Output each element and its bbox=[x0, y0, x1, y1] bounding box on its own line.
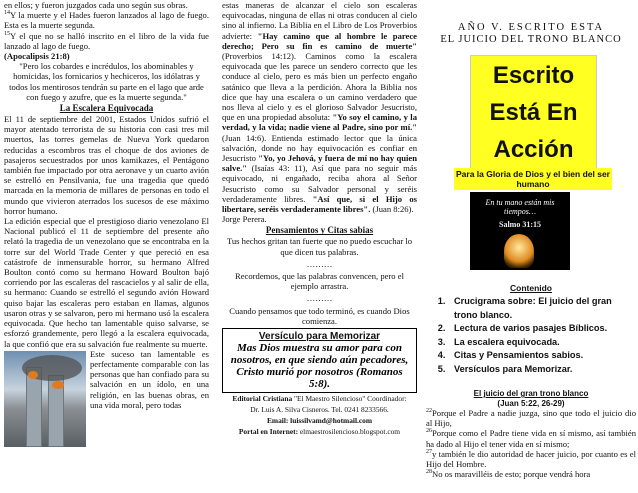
verse-22: $^{22}$Porque el Padre a nadie juzga, sino que todo el juicio dio al Hijo, bbox=[426, 408, 636, 429]
apoc-ref: (Apocalipsis 21:8) bbox=[4, 51, 70, 62]
memory-verse-title: Versículo para Memorizar bbox=[258, 331, 381, 343]
para-ellos: en ellos; y fueron juzgados cada uno según sus obras. bbox=[4, 0, 188, 10]
verse-27: $^{27}$y también le dio autoridad de hacer juicio, por cuanto es el Hijo del Hombre. bbox=[426, 448, 636, 470]
quote-3: Cuando pensamos que todo terminó, es cuando Dios comienza. bbox=[229, 305, 410, 326]
apoc-text: "Pero los cobardes e incrédulos, los abominables y homicidas, los fornicarios y hechiceros, los idólatras y todos los mentirosos tendrán su parte en el lago que arde con fuego y azufre, que es la muerte segunda." bbox=[9, 61, 204, 102]
editorial-info: Editorial Cristiana "El Maestro Silencioso" Coordinador: Dr. Luis A. Silva Cisneros. Tel. 0241 8233566. Email: luissilvamd@hotmail.com Portal en Internet: elmaestrosilencioso.blogspot.com bbox=[232, 394, 407, 437]
juicio-title: El juicio del gran trono blanco bbox=[473, 389, 589, 398]
contents bbox=[426, 283, 636, 376]
brand-line-1: AÑO V. ESCRITO ESTA bbox=[457, 22, 605, 33]
brand-line-2: EL JUICIO DEL TRONO BLANCO bbox=[440, 34, 622, 45]
contents-list bbox=[426, 295, 636, 376]
column-right bbox=[426, 0, 636, 493]
poem-title: Pensamientos y Citas sabias bbox=[265, 225, 374, 236]
quote-1: Tus hechos gritan tan fuerte que no puedo escuchar lo que dicen tus palabras. bbox=[226, 236, 413, 257]
contents-item: 5. Versículos para Memorizar. bbox=[448, 363, 636, 377]
article-body-2: La edición especial que el prestigioso diario venezolano El Nacional publicó el 11 de septiembre del presente año relató la tragedia de un venezolano que se encontraba en la torre sur del World Trade Center y que pereció en esa catástrofe de inmensurable horror, su hermano Alfred Boulton contó como su hermano Howard Boulton bajó corriendo por las escaleras del rascacielos y al salir de ella, su hermano: Cuando se estrelló el segundo avión Howard quiso bajar las escaleras pero estaban en llamas, algunos usaron otras y se salvaron, pero mi hermano usó la escalera equivocada. Que hecho tan lamentable quiso salvarse, se esforzó grandemente, pero llegó a la escalera equivocada, la que confió que era su salvación fue realmente su muerte. bbox=[4, 216, 209, 349]
quote-2: Recordemos, que las palabras convencen, pero el ejemplo arrastra. bbox=[235, 271, 404, 292]
separator-2: ……… bbox=[306, 293, 333, 304]
verse-15: $^{15}$Y el que no se halló inscrito en el libro de la vida fue lanzado al lago de fuego. bbox=[4, 30, 209, 51]
candle-icon bbox=[504, 234, 534, 268]
separator-1: ……… bbox=[306, 258, 333, 269]
twin-towers-photo bbox=[4, 351, 86, 447]
tagline: Para la Gloria de Dios y el bien del ser humano bbox=[455, 169, 610, 189]
memory-verse-text: Mas Dios muestra su amor para con nosotros, en que siendo aún pecadores, Cristo murió por nosotros (Romanos 5:8). bbox=[230, 342, 409, 391]
verse-14: $^{14}$Y la muerte y el Hades fueron lanzados al lago de fuego. Esta es la muerte segunda. bbox=[4, 10, 209, 31]
contents-item: 3. La escalera equivocada. bbox=[448, 336, 636, 350]
juicio-ref: (Juan 5:22, 26-29) bbox=[497, 398, 565, 408]
contents-item: 4. Citas y Pensamientos sabios. bbox=[448, 349, 636, 363]
column-left bbox=[4, 0, 209, 493]
juicio-section bbox=[426, 389, 636, 479]
memory-verse-box bbox=[222, 328, 417, 393]
para-escaleras: estas maneras de alcanzar el cielo son escaleras equivocadas, ninguna de ellas ni otras conducen al cielo sino al infierno. La Biblia en el Libro de Los Proverbios advierte: "Hay camino que al hombre le parece derecho; Pero su fin es camino de muerte" (Proverbios 14:12). Caminos como la escalera equivocada que les parece un sendero correcto que les conduce al cielo, pero es más bien un perfecto engaño satánico que lleva a la perdición. Ahora la Biblia nos dice que hay una escalera o un camino verdadero que nos lleva al cielo y es el glorioso Salvador Jesucristo, que en una propiedad absoluta: "Yo soy el camino, y la verdad, y la vida; nadie viene al Padre, sino por mí." (Juan 14:6). Entienda estimado lector que la única salvación, donde no hay equivocación es confiar en Jesucristo "Yo, yo Jehová, y fuera de mí no hay quien salve." (Isaías 43: 11), Así que para no seguir más equivocado, ni engañado, reciba ahora al Señor Jesucristo como su Salvador personal y seréis verdaderamente libres. "Así que, si el Hijo os libertare, seréis verdaderamente libres". (Juan 8:26). bbox=[222, 0, 417, 215]
article-body-3: Este suceso tan lamentable es perfectamente comparable con las personas que han confiado para su salvación en un ídolo, en una religión, en las buenas obras, en una vida moral, pero todas bbox=[4, 349, 209, 410]
contents-item: 1. Crucigrama sobre: El juicio del gran trono blanco. bbox=[448, 295, 636, 322]
verse-28: $^{28}$No os maravilléis de esto; porque vendrá hora bbox=[426, 469, 591, 480]
article-body: El 11 de septiembre del 2001, Estados Unidos sufrió el mayor atentado terrorista de su historia con casi tres mil muertos, las torres gemelas de Nueva York quedaron reducidas a escombros tras el choque de dos aviones de pasajeros secuestrados por unos kamikazes, el Pentágono también fue impactado por otra aeronave y un cuarto avión se estrelló en Pensilvania, fue una tragedia que quedó marcada en la memoria de millares de personas en todo el mundo que vivieron aterrados los sucesos de ese máximo horror humano. bbox=[4, 114, 209, 216]
column-middle bbox=[222, 0, 417, 493]
contents-item: 2. Lectura de varios pasajes Bíblicos. bbox=[448, 322, 636, 336]
cover-title: Escrito Está En Acción bbox=[470, 55, 597, 187]
section-heading: La Escalera Equivocada bbox=[59, 103, 154, 114]
psalm-image: En tu mano están mis tiempos… Salmo 31:15 bbox=[470, 192, 570, 270]
verse-26: $^{26}$Porque como el Padre tiene vida en sí mismo, así también ha dado al Hijo el tener vida en sí mismo; bbox=[426, 428, 636, 449]
author: Jorge Perera. bbox=[222, 214, 267, 225]
contents-title: Contenido bbox=[509, 283, 553, 293]
